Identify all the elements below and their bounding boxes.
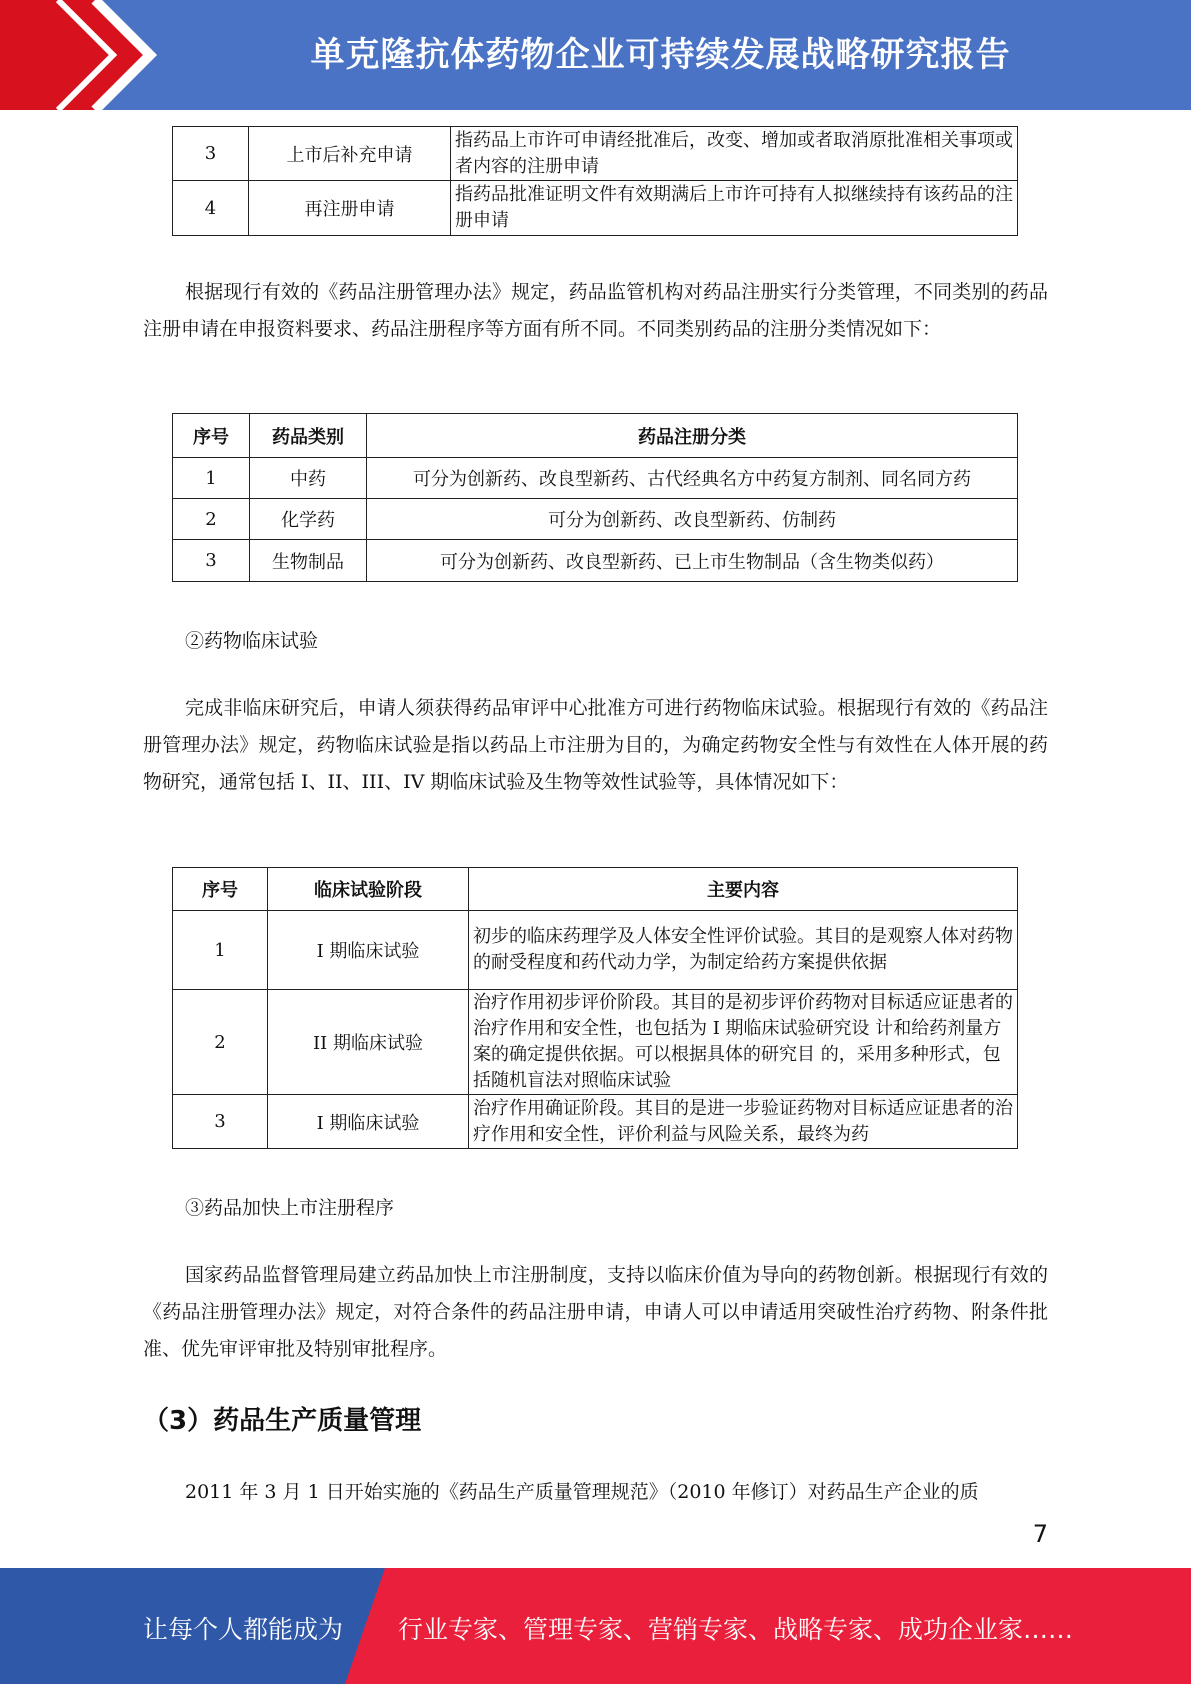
column-header: 药品类别 [250, 414, 367, 458]
drug-category: 生物制品 [250, 540, 367, 582]
column-header: 序号 [173, 868, 268, 911]
table-row [173, 1095, 1018, 1149]
paragraph: 2011 年 3 月 1 日开始实施的《药品生产质量管理规范》（2010 年修订）对药品生产企业的质 [185, 1481, 979, 1503]
table-row [173, 458, 1018, 499]
registration-type-table [172, 126, 1018, 236]
trial-content: 治疗作用初步评价阶段。其目的是初步评价药物对目标适应证患者的治疗作用和安全性，也包括为 I 期临床试验研究设 计和给药剂量方案的确定提供依据。可以根据具体的研究目 的，采用多种形式，包括随机盲法对照临床试验 [469, 990, 1018, 1095]
registration-class: 可分为创新药、改良型新药、古代经典名方中药复方制剂、同名同方药 [367, 458, 1018, 499]
application-description: 指药品上市许可申请经批准后，改变、增加或者取消原批准相关事项或者内容的注册申请 [451, 127, 1018, 181]
trial-content: 初步的临床药理学及人体安全性评价试验。其目的是观察人体对药物的耐受程度和药代动力学，为制定给药方案提供依据 [469, 911, 1018, 990]
table-row [173, 499, 1018, 540]
column-header: 序号 [173, 414, 250, 458]
registration-class: 可分为创新药、改良型新药、仿制药 [367, 499, 1018, 540]
table-row [173, 127, 1018, 181]
row-number: 1 [173, 458, 250, 499]
paragraph: 根据现行有效的《药品注册管理办法》规定，药品监管机构对药品注册实行分类管理，不同类别的药品注册申请在申报资料要求、药品注册程序等方面有所不同。不同类别药品的注册分类情况如下： [143, 281, 1048, 340]
row-number: 4 [173, 181, 249, 236]
clinical-trial-table [172, 867, 1018, 1149]
table-row [173, 181, 1018, 236]
trial-content: 治疗作用确证阶段。其目的是进一步验证药物对目标适应证患者的治疗作用和安全性，评价利益与风险关系，最终为药 [469, 1095, 1018, 1149]
table-row [173, 911, 1018, 990]
registration-class: 可分为创新药、改良型新药、已上市生物制品（含生物类似药） [367, 540, 1018, 582]
footer-slogan-left: 让每个人都能成为 [143, 1615, 344, 1644]
application-type: 再注册申请 [249, 181, 451, 236]
paragraph: 国家药品监督管理局建立药品加快上市注册制度，支持以临床价值为导向的药物创新。根据现行有效的《药品注册管理办法》规定，对符合条件的药品注册申请，申请人可以申请适用突破性治疗药物、附条件批准、优先审评审批及特别审批程序。 [143, 1264, 1048, 1360]
drug-category: 化学药 [250, 499, 367, 540]
section-heading: （3）药品生产质量管理 [143, 1406, 422, 1436]
footer-slogan-right: 行业专家、管理专家、营销专家、战略专家、成功企业家…… [398, 1615, 1074, 1644]
page-number: 7 [1032, 1520, 1048, 1548]
page-header [0, 0, 1191, 110]
row-number: 2 [173, 990, 268, 1095]
row-number: 3 [173, 540, 250, 582]
trial-phase: II 期临床试验 [268, 990, 469, 1095]
paragraph: 完成非临床研究后，申请人须获得药品审评中心批准方可进行药物临床试验。根据现行有效的《药品注册管理办法》规定，药物临床试验是指以药品上市注册为目的，为确定药物安全性与有效性在人体开展的药物研究，通常包括 I、II、III、IV 期临床试验及生物等效性试验等，具体情况如下： [143, 697, 1048, 793]
row-number: 2 [173, 499, 250, 540]
row-number: 1 [173, 911, 268, 990]
drug-category-table [172, 413, 1018, 582]
subsection-title: ②药物临床试验 [185, 630, 319, 652]
row-number: 3 [173, 1095, 268, 1149]
table-row [173, 540, 1018, 582]
application-description: 指药品批准证明文件有效期满后上市许可持有人拟继续持有该药品的注册申请 [451, 181, 1018, 236]
column-header: 主要内容 [469, 868, 1018, 911]
row-number: 3 [173, 127, 249, 181]
report-title: 单克隆抗体药物企业可持续发展战略研究报告 [310, 35, 1011, 75]
column-header: 临床试验阶段 [268, 868, 469, 911]
trial-phase: I 期临床试验 [268, 1095, 469, 1149]
table-header-row [173, 868, 1018, 911]
application-type: 上市后补充申请 [249, 127, 451, 181]
subsection-title: ③药品加快上市注册程序 [185, 1197, 395, 1219]
trial-phase: I 期临床试验 [268, 911, 469, 990]
table-row [173, 990, 1018, 1095]
column-header: 药品注册分类 [367, 414, 1018, 458]
drug-category: 中药 [250, 458, 367, 499]
table-header-row [173, 414, 1018, 458]
